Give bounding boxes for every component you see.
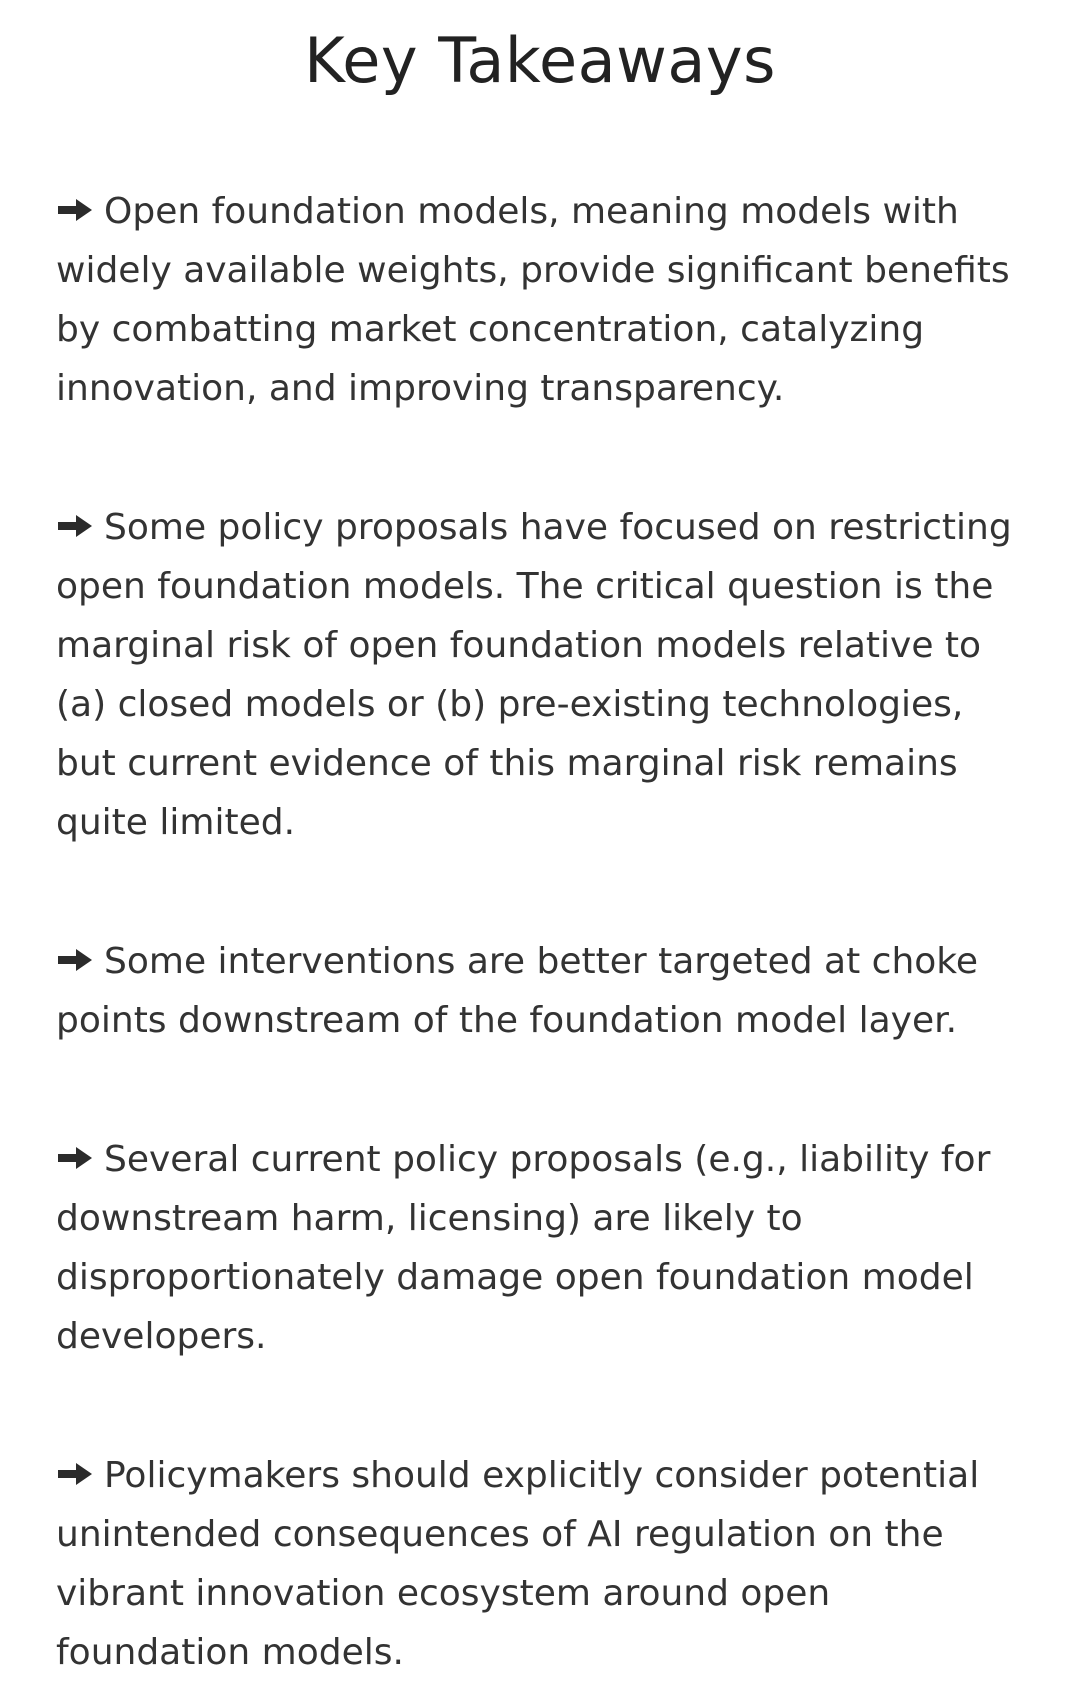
takeaway-item	[56, 932, 1024, 1050]
takeaway-item	[56, 182, 1024, 418]
arrow-right-icon	[56, 512, 94, 540]
arrow-right-icon	[56, 1460, 94, 1488]
page-title: Key Takeaways	[304, 24, 776, 97]
takeaways-list	[56, 182, 1024, 1682]
takeaway-item	[56, 1130, 1024, 1366]
takeaway-item	[56, 498, 1024, 852]
takeaway-item	[56, 1446, 1024, 1682]
arrow-right-icon	[56, 1144, 94, 1172]
arrow-right-icon	[56, 946, 94, 974]
arrow-right-icon	[56, 196, 94, 224]
takeaway-text: Open foundation models, meaning models with widely available weights, provide significant benefits by combatting market concentration, catalyzing innovation, and improving transparency.	[56, 191, 1010, 409]
takeaway-text: Some interventions are better targeted at choke points downstream of the foundation model layer.	[56, 941, 979, 1041]
takeaway-text: Several current policy proposals (e.g., liability for downstream harm, licensing) are likely to disproportionately damage open foundation model developers.	[56, 1139, 991, 1357]
takeaway-text: Policymakers should explicitly consider potential unintended consequences of AI regulation on the vibrant innovation ecosystem around open foundation models.	[56, 1455, 980, 1673]
takeaway-text: Some policy proposals have focused on restricting open foundation models. The critical question is the marginal risk of open foundation models relative to (a) closed models or (b) pre-existing technologies, but current evidence of this marginal risk remains quite limited.	[56, 507, 1012, 843]
